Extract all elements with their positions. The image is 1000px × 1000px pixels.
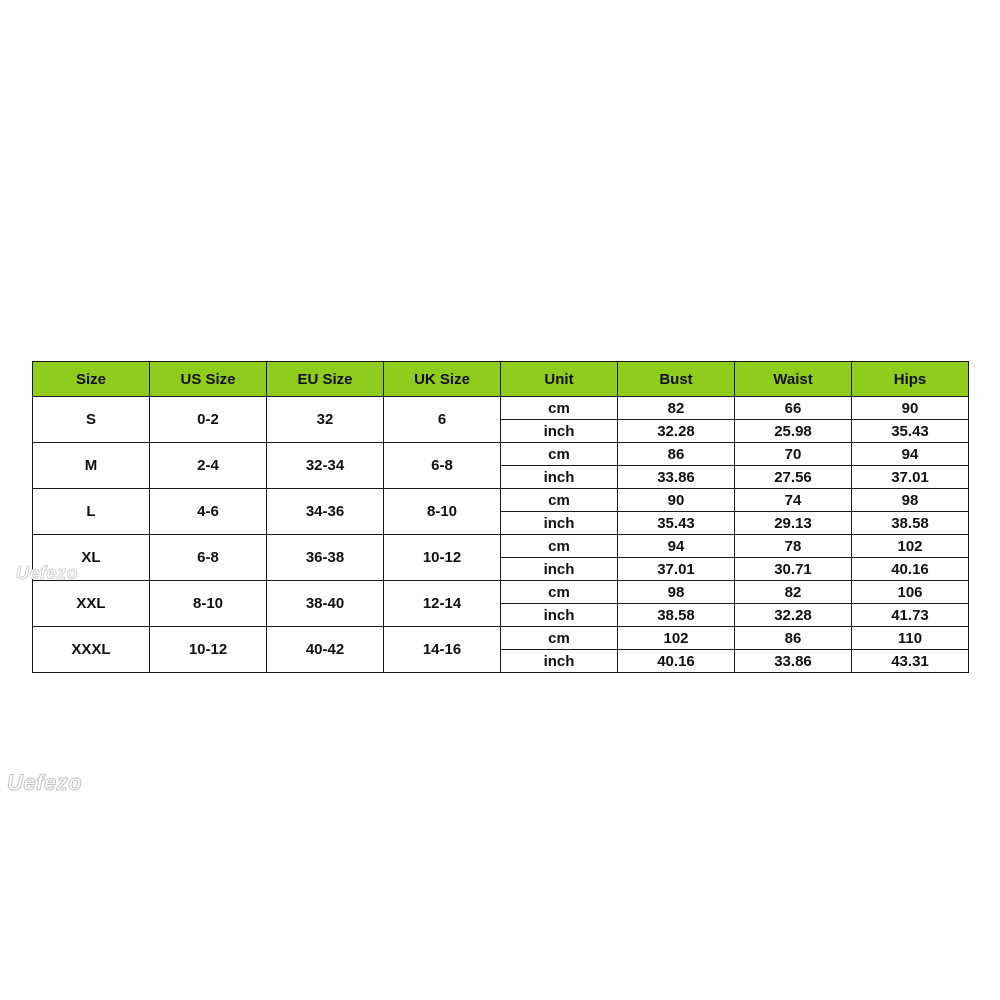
bust-cell: 35.43	[618, 512, 735, 535]
header-bust: Bust	[618, 362, 735, 397]
unit-cell: cm	[501, 443, 618, 466]
hips-cell: 40.16	[852, 558, 969, 581]
watermark-logo: Uefezo	[16, 563, 79, 583]
waist-cell: 82	[735, 581, 852, 604]
eu-size-cell: 38-40	[267, 581, 384, 627]
bust-cell: 40.16	[618, 650, 735, 673]
bust-cell: 33.86	[618, 466, 735, 489]
size-cell: S	[33, 397, 150, 443]
hips-cell: 37.01	[852, 466, 969, 489]
unit-cell: inch	[501, 650, 618, 673]
unit-cell: cm	[501, 535, 618, 558]
header-hips: Hips	[852, 362, 969, 397]
waist-cell: 33.86	[735, 650, 852, 673]
waist-cell: 74	[735, 489, 852, 512]
hips-cell: 41.73	[852, 604, 969, 627]
hips-cell: 98	[852, 489, 969, 512]
hips-cell: 90	[852, 397, 969, 420]
size-cell: XXL	[33, 581, 150, 627]
bust-cell: 86	[618, 443, 735, 466]
bust-cell: 37.01	[618, 558, 735, 581]
us-size-cell: 6-8	[150, 535, 267, 581]
size-cell: M	[33, 443, 150, 489]
header-uk-size: UK Size	[384, 362, 501, 397]
us-size-cell: 8-10	[150, 581, 267, 627]
hips-cell: 35.43	[852, 420, 969, 443]
unit-cell: cm	[501, 397, 618, 420]
waist-cell: 29.13	[735, 512, 852, 535]
waist-cell: 70	[735, 443, 852, 466]
waist-cell: 78	[735, 535, 852, 558]
header-size: Size	[33, 362, 150, 397]
waist-cell: 86	[735, 627, 852, 650]
uk-size-cell: 6	[384, 397, 501, 443]
eu-size-cell: 32	[267, 397, 384, 443]
unit-cell: inch	[501, 420, 618, 443]
bust-cell: 32.28	[618, 420, 735, 443]
header-eu-size: EU Size	[267, 362, 384, 397]
us-size-cell: 10-12	[150, 627, 267, 673]
hips-cell: 106	[852, 581, 969, 604]
size-chart-table	[32, 361, 969, 673]
unit-cell: inch	[501, 466, 618, 489]
bust-cell: 38.58	[618, 604, 735, 627]
table-row	[33, 581, 969, 604]
us-size-cell: 0-2	[150, 397, 267, 443]
table-row	[33, 627, 969, 650]
eu-size-cell: 34-36	[267, 489, 384, 535]
unit-cell: cm	[501, 489, 618, 512]
waist-cell: 32.28	[735, 604, 852, 627]
hips-cell: 38.58	[852, 512, 969, 535]
unit-cell: cm	[501, 581, 618, 604]
eu-size-cell: 32-34	[267, 443, 384, 489]
header-unit: Unit	[501, 362, 618, 397]
bust-cell: 102	[618, 627, 735, 650]
bust-cell: 82	[618, 397, 735, 420]
hips-cell: 43.31	[852, 650, 969, 673]
watermark-logo: Uefezo	[7, 770, 83, 795]
us-size-cell: 2-4	[150, 443, 267, 489]
size-cell: XXXL	[33, 627, 150, 673]
uk-size-cell: 8-10	[384, 489, 501, 535]
size-cell: XL	[33, 535, 150, 581]
waist-cell: 27.56	[735, 466, 852, 489]
hips-cell: 94	[852, 443, 969, 466]
hips-cell: 102	[852, 535, 969, 558]
bust-cell: 90	[618, 489, 735, 512]
header-waist: Waist	[735, 362, 852, 397]
eu-size-cell: 40-42	[267, 627, 384, 673]
table-row	[33, 443, 969, 466]
us-size-cell: 4-6	[150, 489, 267, 535]
waist-cell: 30.71	[735, 558, 852, 581]
waist-cell: 25.98	[735, 420, 852, 443]
uk-size-cell: 10-12	[384, 535, 501, 581]
unit-cell: inch	[501, 558, 618, 581]
unit-cell: inch	[501, 604, 618, 627]
uk-size-cell: 12-14	[384, 581, 501, 627]
header-us-size: US Size	[150, 362, 267, 397]
table-row	[33, 535, 969, 558]
size-cell: L	[33, 489, 150, 535]
unit-cell: inch	[501, 512, 618, 535]
hips-cell: 110	[852, 627, 969, 650]
eu-size-cell: 36-38	[267, 535, 384, 581]
table-header-row	[33, 362, 969, 397]
waist-cell: 66	[735, 397, 852, 420]
bust-cell: 94	[618, 535, 735, 558]
bust-cell: 98	[618, 581, 735, 604]
table-row	[33, 397, 969, 420]
table-row	[33, 489, 969, 512]
uk-size-cell: 6-8	[384, 443, 501, 489]
unit-cell: cm	[501, 627, 618, 650]
uk-size-cell: 14-16	[384, 627, 501, 673]
